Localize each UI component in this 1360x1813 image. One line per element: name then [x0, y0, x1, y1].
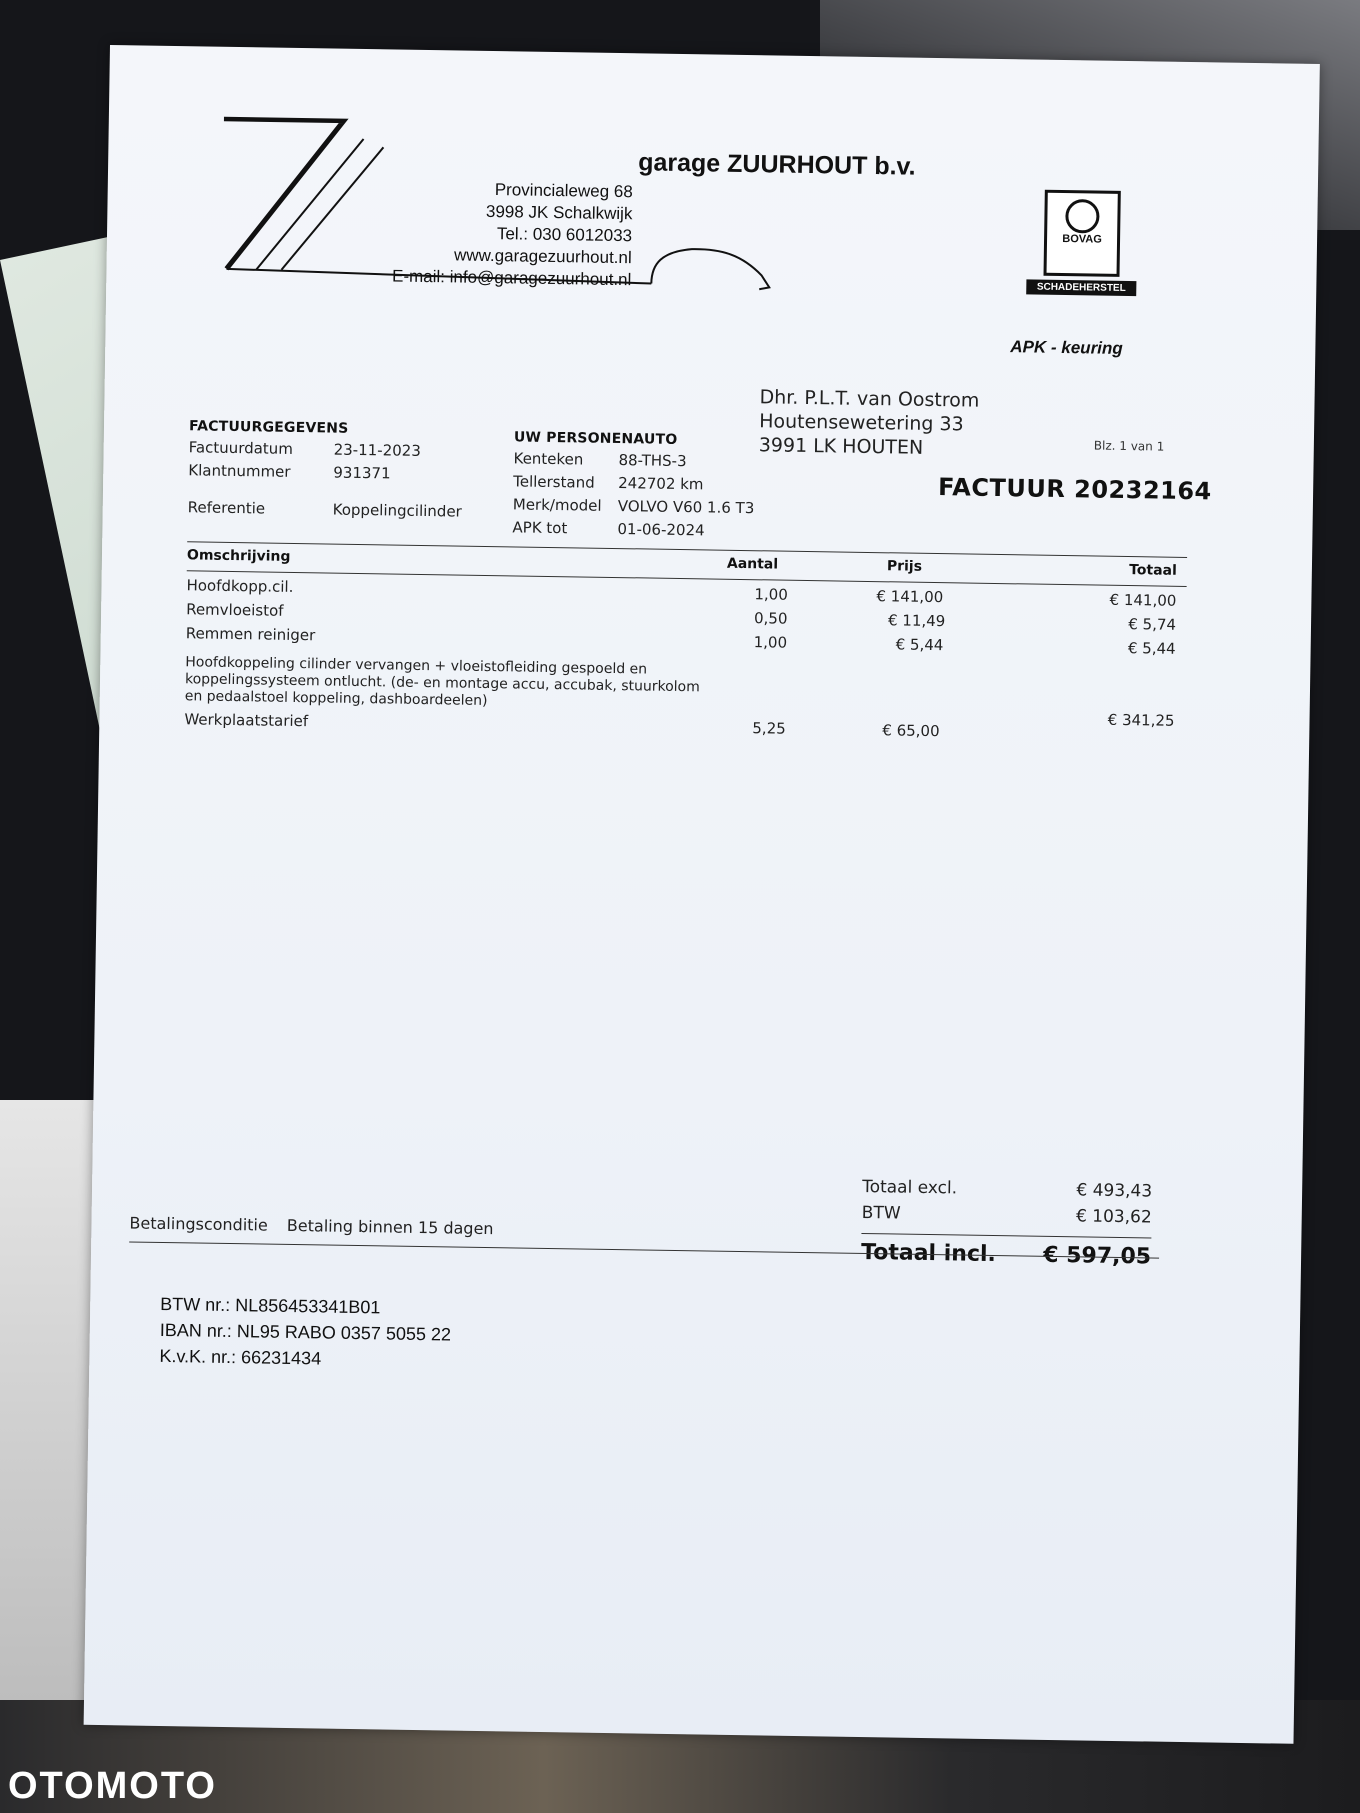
table-body	[184, 576, 1187, 792]
invoice-title: FACTUUR 20232164	[937, 473, 1212, 506]
address-line: Tel.: 030 6012033	[496, 224, 633, 246]
address-line: 3998 JK Schalkwijk	[485, 201, 633, 224]
row-description: Remvloeistof	[186, 600, 284, 620]
apk-date: 01-06-2024	[617, 520, 705, 540]
row-total: € 5,74	[1128, 615, 1177, 634]
otomoto-watermark: OTOMOTO	[8, 1765, 217, 1807]
row-quantity: 1,00	[753, 633, 788, 652]
license-plate: 88-THS-3	[618, 451, 687, 471]
column-description: Omschrijving	[186, 547, 291, 565]
customer-number: 931371	[333, 463, 391, 483]
page-number: Blz. 1 van 1	[1093, 438, 1165, 454]
recipient-street: Houtensewetering 33	[758, 410, 964, 436]
vehicle-details	[512, 429, 755, 543]
column-price: Prijs	[886, 558, 923, 575]
recipient-city: 3991 LK HOUTEN	[758, 434, 924, 459]
row-price: € 141,00	[876, 587, 944, 607]
btw-label: BTW	[861, 1202, 901, 1224]
row-price: € 5,44	[895, 635, 944, 655]
odometer-label: Tellerstand	[513, 472, 595, 492]
odometer: 242702 km	[618, 474, 704, 494]
table-row	[185, 624, 1186, 658]
invoice-details-title: FACTUURGEGEVENS	[188, 418, 349, 437]
bovag-badge	[1026, 189, 1138, 296]
payment-value: Betaling binnen 15 dagen	[286, 1215, 494, 1239]
btw-row	[861, 1203, 1151, 1234]
total-excl-value: € 493,43	[1076, 1180, 1153, 1202]
column-total: Totaal	[1129, 562, 1177, 579]
vat-number: BTW nr.: NL856453341B01	[160, 1293, 381, 1318]
row-quantity: 0,50	[753, 609, 788, 628]
reference-label: Referentie	[187, 498, 266, 518]
invoice-details	[188, 418, 464, 523]
address-line: Provincialeweg 68	[494, 180, 633, 202]
total-incl-value: € 597,05	[1043, 1242, 1152, 1270]
total-incl-label: Totaal incl.	[860, 1239, 997, 1268]
schadeherstel-label: SCHADEHERSTEL	[1026, 279, 1136, 296]
btw-value: € 103,62	[1075, 1206, 1152, 1228]
row-quantity: 5,25	[752, 719, 786, 738]
row-total: € 341,25	[1107, 710, 1175, 730]
row-price: € 11,49	[887, 611, 946, 631]
customer-number-label: Klantnummer	[188, 461, 291, 481]
vehicle-details-title: UW PERSONENAUTO	[513, 429, 678, 448]
payment-label: Betalingsconditie	[129, 1213, 268, 1235]
recipient-address	[759, 385, 980, 460]
row-quantity: 1,00	[754, 585, 788, 604]
bovag-text: BOVAG	[1062, 232, 1102, 246]
reference-value: Koppelingcilinder	[332, 500, 462, 521]
email-link[interactable]: E-mail: info@garagezuurhout.nl	[391, 266, 632, 290]
row-price: € 65,00	[882, 721, 940, 741]
invoice-date-label: Factuurdatum	[188, 438, 294, 458]
license-plate-label: Kenteken	[513, 449, 584, 469]
kvk-number: K.v.K. nr.: 66231434	[159, 1345, 322, 1369]
total-excl-label: Totaal excl.	[861, 1176, 958, 1199]
make-model-label: Merk/model	[512, 495, 602, 515]
totals-block	[861, 1177, 1152, 1277]
website-link[interactable]: www.garagezuurhout.nl	[453, 245, 632, 268]
column-quantity: Aantal	[726, 555, 779, 573]
iban-number: IBAN nr.: NL95 RABO 0357 5055 22	[159, 1319, 452, 1345]
recipient-name: Dhr. P.L.T. van Oostrom	[759, 386, 980, 412]
row-description: Werkplaatstarief	[184, 710, 309, 731]
row-total: € 5,44	[1127, 639, 1176, 658]
work-description-note: Hoofdkoppeling cilinder vervangen + vloeistofleiding gespoeld en koppelingssysteem ontlucht. (de- en montage accu, accubak, stuurkolom en pedaalstoel koppeling, dashboardeelen)	[184, 654, 700, 710]
apk-label: APK - keuring	[1010, 337, 1123, 358]
invoice-date: 23-11-2023	[333, 440, 421, 460]
row-description: Hoofdkopp.cil.	[186, 576, 294, 596]
bovag-logo-icon	[1043, 190, 1120, 277]
row-total: € 141,00	[1109, 590, 1177, 610]
company-name: garage ZUURHOUT b.v.	[638, 148, 916, 181]
invoice-paper	[84, 45, 1320, 1744]
table-row	[186, 600, 1186, 634]
company-address	[376, 177, 633, 291]
payment-condition	[129, 1213, 493, 1238]
company-registration-footer	[159, 1291, 451, 1374]
apk-date-label: APK tot	[512, 518, 568, 538]
make-model: VOLVO V60 1.6 T3	[617, 497, 755, 518]
row-description: Remmen reiniger	[185, 624, 316, 645]
